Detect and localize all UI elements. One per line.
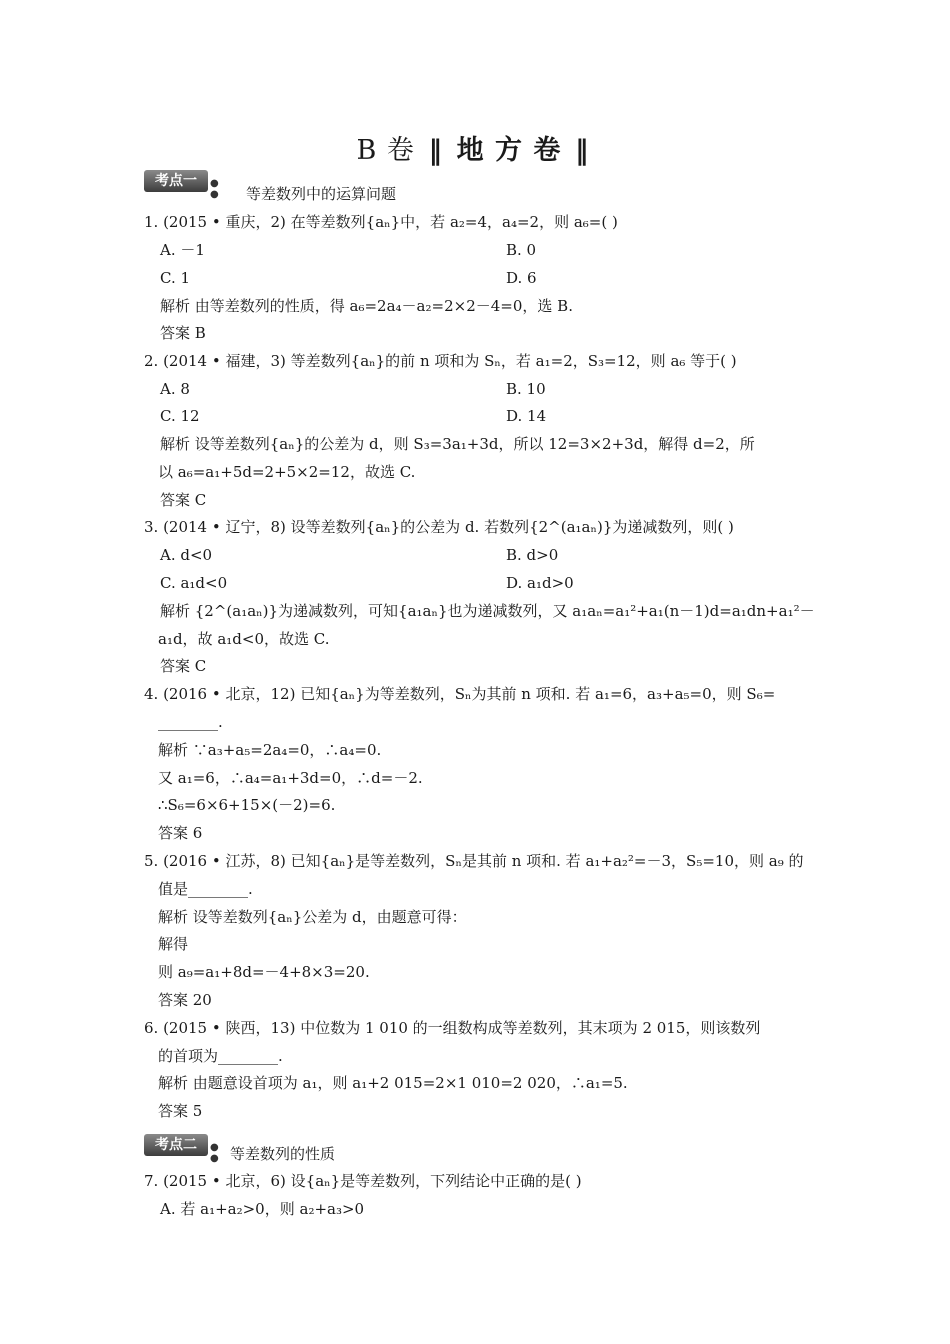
- question-1: 1. (2015 • 重庆，2) 在等差数列{aₙ}中，若 a₂=4，a₄=2，则 a₆=( ): [144, 213, 618, 231]
- option-d: D. 14: [506, 407, 547, 425]
- question-4-blank: ________.: [158, 713, 223, 731]
- analysis-continued: a₁d，故 a₁d<0，故选 C.: [158, 630, 330, 648]
- analysis: 解析 设等差数列{aₙ}公差为 d，由题意可得：: [158, 908, 467, 926]
- page-title: [0, 128, 950, 167]
- option-a: A. 8: [160, 380, 190, 398]
- option-c: C. 12: [160, 407, 200, 425]
- answer: 答案 C: [160, 491, 207, 509]
- section-badge-label: 考点二: [144, 1134, 208, 1156]
- option-a: A. －1: [160, 241, 205, 259]
- question-5-continued: 值是________.: [158, 880, 253, 898]
- option-a: A. 若 a₁+a₂>0，则 a₂+a₃>0: [160, 1200, 365, 1218]
- title-bar-left: ‖: [428, 135, 444, 166]
- option-c: C. a₁d<0: [160, 574, 228, 592]
- analysis: 解析 由等差数列的性质，得 a₆=2a₄－a₂=2×2－4=0，选 B.: [160, 297, 573, 315]
- option-c: C. 1: [160, 269, 191, 287]
- answer: 答案 B: [160, 324, 206, 342]
- section-title: 等差数列的性质: [230, 1145, 336, 1163]
- analysis: 解析 由题意设首项为 a₁，则 a₁+2 015=2×1 010=2 020，∴a₁=5.: [158, 1074, 628, 1092]
- option-d: D. a₁d>0: [506, 574, 574, 592]
- question-2: 2. (2014 • 福建，3) 等差数列{aₙ}的前 n 项和为 Sₙ，若 a₁=2，S₃=12，则 a₆ 等于( ): [144, 352, 737, 370]
- answer: 答案 5: [158, 1102, 203, 1120]
- answer: 答案 20: [158, 991, 212, 1009]
- analysis: 解析 {2^(a₁aₙ)}为递减数列，可知{a₁aₙ}也为递减数列，又 a₁aₙ=a₁²+a₁(n－1)d=a₁dn+a₁²－: [160, 602, 815, 620]
- question-3: 3. (2014 • 辽宁，8) 设等差数列{aₙ}的公差为 d. 若数列{2^(a₁aₙ)}为递减数列，则( ): [144, 518, 734, 536]
- analysis-step: 解得: [158, 935, 189, 953]
- answer: 答案 6: [158, 824, 203, 842]
- section-badge-label: 考点一: [144, 170, 208, 192]
- question-6-continued: 的首项为________.: [158, 1047, 283, 1065]
- section-badge-dots: ● ●: [210, 1142, 220, 1164]
- question-4: 4. (2016 • 北京，12) 已知{aₙ}为等差数列，Sₙ为其前 n 项和. 若 a₁=6，a₃+a₅=0，则 S₆=: [144, 685, 776, 703]
- analysis-continued: 以 a₆=a₁+5d=2+5×2=12，故选 C.: [158, 463, 416, 481]
- analysis: 解析 ∵a₃+a₅=2a₄=0，∴a₄=0.: [158, 741, 382, 759]
- section-title: 等差数列中的运算问题: [246, 185, 397, 203]
- option-b: B. 0: [506, 241, 537, 259]
- question-6: 6. (2015 • 陕西，13) 中位数为 1 010 的一组数构成等差数列，其末项为 2 015，则该数列: [144, 1019, 761, 1037]
- answer: 答案 C: [160, 657, 207, 675]
- title-volume: B 卷: [356, 135, 415, 166]
- option-d: D. 6: [506, 269, 537, 287]
- section-badge-dots: ● ●: [210, 178, 220, 200]
- question-7: 7. (2015 • 北京，6) 设{aₙ}是等差数列，下列结论中正确的是( ): [144, 1172, 582, 1190]
- question-5: 5. (2016 • 江苏，8) 已知{aₙ}是等差数列，Sₙ是其前 n 项和. 若 a₁+a₂²=－3，S₅=10，则 a₉ 的: [144, 852, 804, 870]
- analysis-step: 则 a₉=a₁+8d=－4+8×3=20.: [158, 963, 370, 981]
- section-badge: [144, 170, 230, 200]
- analysis-step: 又 a₁=6，∴a₄=a₁+3d=0，∴d=－2.: [158, 769, 423, 787]
- analysis-step: ∴S₆=6×6+15×(－2)=6.: [158, 796, 336, 814]
- analysis: 解析 设等差数列{aₙ}的公差为 d，则 S₃=3a₁+3d，所以 12=3×2+3d，解得 d=2，所: [160, 435, 755, 453]
- option-a: A. d<0: [160, 546, 213, 564]
- section-badge: [144, 1134, 230, 1164]
- option-b: B. 10: [506, 380, 546, 398]
- title-bar-right: ‖: [575, 135, 590, 166]
- option-b: B. d>0: [506, 546, 559, 564]
- title-main: 地 方 卷: [456, 135, 562, 166]
